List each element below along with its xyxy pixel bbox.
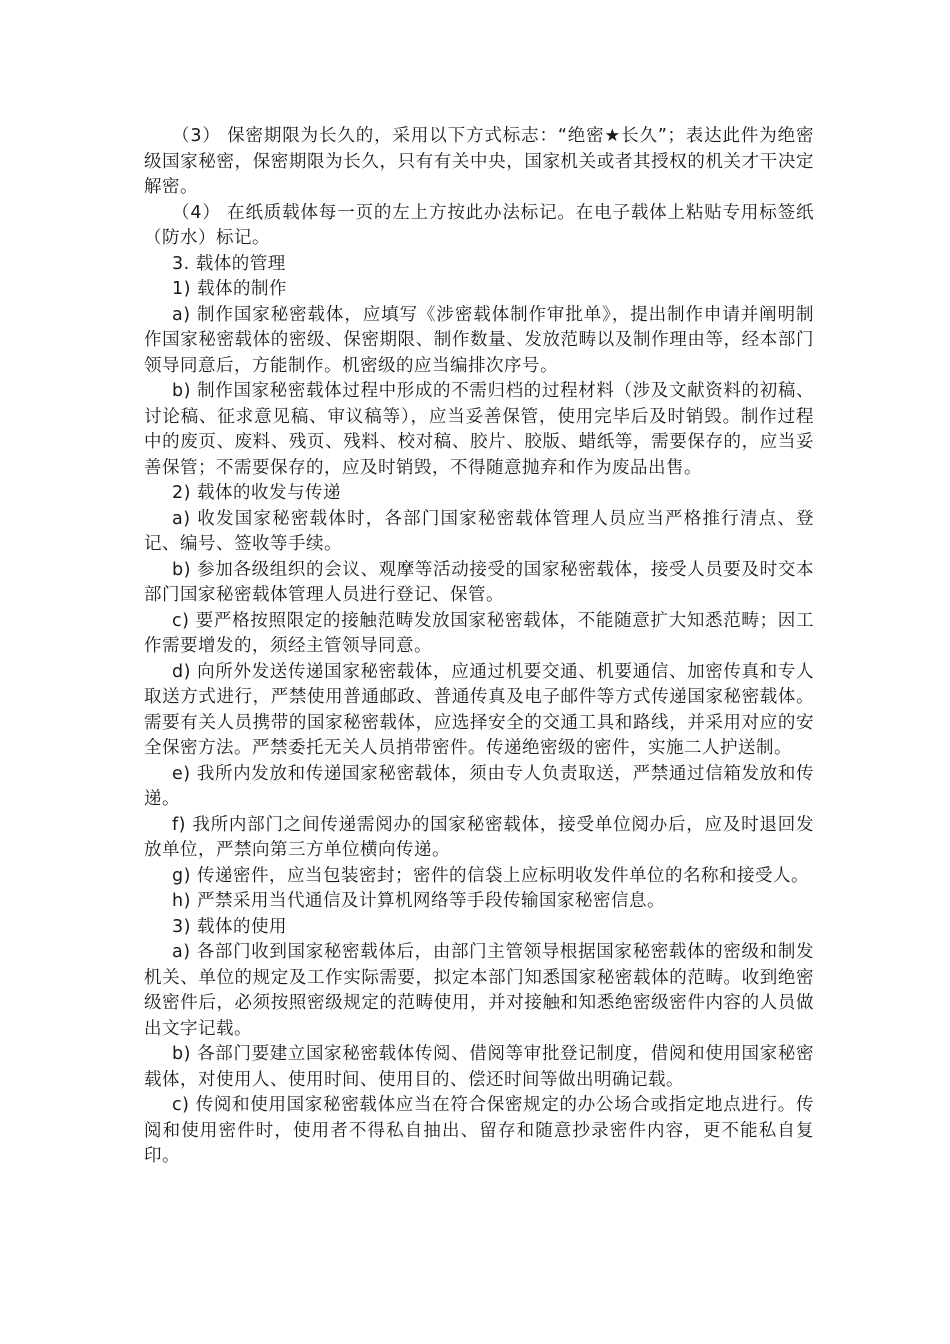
- subsection-heading-transmission: 2) 载体的收发与传递: [172, 483, 342, 503]
- paragraph-transmission-b: b) 参加各级组织的会议、观摩等活动接受的国家秘密载体，接受人员要及时交本部门国家秘密载体管理人员进行登记、保管。: [144, 559, 814, 605]
- paragraph-transmission-a: a) 收发国家秘密载体时，各部门国家秘密载体管理人员应当严格推行清点、登记、编号、签收等手续。: [144, 508, 814, 554]
- paragraph-usage-a: a) 各部门收到国家秘密载体后，由部门主管领导根据国家秘密载体的密级和制发机关、单位的规定及工作实际需要，拟定本部门知悉国家秘密载体的范畴。收到绝密级密件后，必须按照密级规定的范畴使用，并对接触和知悉绝密级密件内容的人员做出文字记载。: [144, 942, 814, 1039]
- paragraph-transmission-g: g) 传递密件，应当包装密封；密件的信袋上应标明收发件单位的名称和接受人。: [172, 865, 809, 886]
- paragraph-transmission-f: f) 我所内部门之间传递需阅办的国家秘密载体，接受单位阅办后，应及时退回发放单位，严禁向第三方单位横向传递。: [144, 814, 814, 860]
- paragraph-transmission-d: d) 向所外发送传递国家秘密载体，应通过机要交通、机要通信、加密传真和专人取送方式进行，严禁使用普通邮政、普通传真及电子邮件等方式传递国家秘密载体。需要有关人员携带的国家秘密载体，应选择安全的交通工具和路线，并采用对应的安全保密方法。严禁委托无关人员捎带密件。传递绝密级的密件，实施二人护送制。: [144, 661, 814, 758]
- paragraph-transmission-e: e) 我所内发放和传递国家秘密载体，须由专人负责取送，严禁通过信箱发放和传递。: [144, 763, 814, 809]
- section-heading-carrier-management: 3. 载体的管理: [172, 253, 286, 274]
- document-page: [144, 124, 814, 1170]
- paragraph-3-permanent-marking: （3） 保密期限为长久的，采用以下方式标志：“绝密★长久”；表达此件为绝密级国家秘密，保密期限为长久，只有有关中央，国家机关或者其授权的机关才干决定解密。: [144, 126, 814, 197]
- paragraph-usage-c: c) 传阅和使用国家秘密载体应当在符合保密规定的办公场合或指定地点进行。传阅和使用密件时，使用者不得私自抽出、留存和随意抄录密件内容，更不能私自复印。: [144, 1095, 814, 1166]
- paragraph-transmission-h: h) 严禁采用当代通信及计算机网络等手段传输国家秘密信息。: [172, 891, 665, 911]
- paragraph-production-b: b) 制作国家秘密载体过程中形成的不需归档的过程材料（涉及文献资料的初稿、讨论稿、征求意见稿、审议稿等），应当妥善保管，使用完毕后及时销毁。制作过程中的废页、废料、残页、残料、校对稿、胶片、胶版、蜡纸等，需要保存的，应当妥善保管；不需要保存的，应及时销毁，不得随意抛弃和作为废品出售。: [144, 381, 814, 478]
- paragraph-production-a: a) 制作国家秘密载体，应填写《涉密载体制作审批单》，提出制作申请并阐明制作国家秘密载体的密级、保密期限、制作数量、发放范畴以及制作理由等，经本部门领导同意后，方能制作。机密级的应当编排次序号。: [144, 304, 814, 376]
- paragraph-usage-b: b) 各部门要建立国家秘密载体传阅、借阅等审批登记制度，借阅和使用国家秘密载体，对使用人、使用时间、使用目的、偿还时间等做出明确记载。: [144, 1044, 814, 1090]
- paragraph-transmission-c: c) 要严格按照限定的接触范畴发放国家秘密载体，不能随意扩大知悉范畴；因工作需要增发的，须经主管领导同意。: [144, 610, 814, 656]
- paragraph-4-marking-location: （4） 在纸质载体每一页的左上方按此办法标记。在电子载体上粘贴专用标签纸（防水）标记。: [144, 202, 814, 248]
- subsection-heading-usage: 3) 载体的使用: [172, 916, 288, 937]
- subsection-heading-production: 1) 载体的制作: [172, 279, 288, 299]
